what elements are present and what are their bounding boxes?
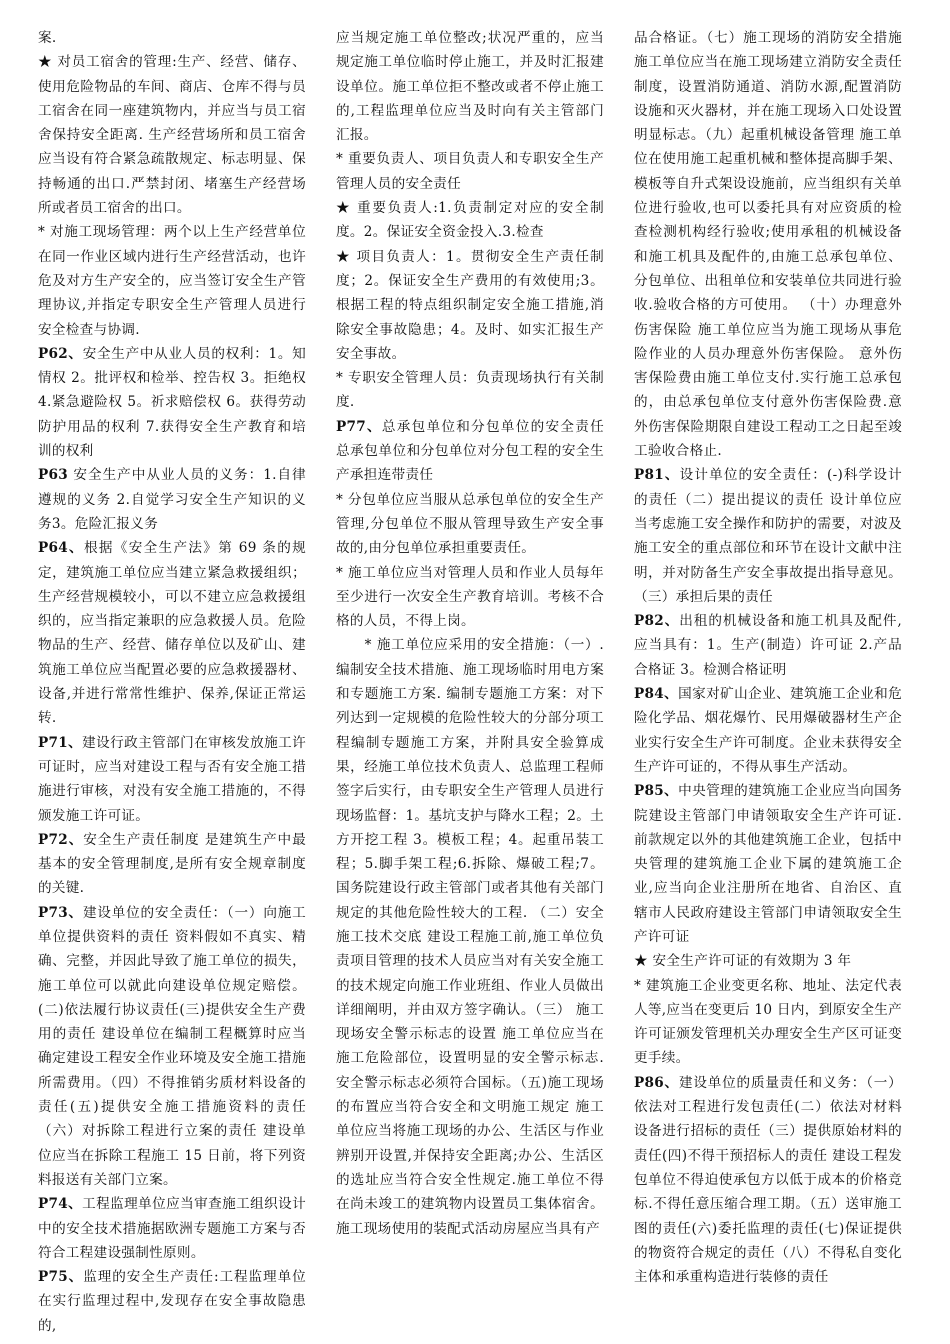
paragraph-text: * 建筑施工企业变更名称、地址、法定代表人等,应当在变更后 10 日内，到原安全生产许可证颁发管理机关办理安全生产区可证变更手续。 bbox=[634, 977, 902, 1067]
paragraph-text: * 对施工现场管理：两个以上生产经营单位在同一作业区域内进行生产经营活动，也许危及对方生产安全的，应当签订安全生产管理协议,并指定专职安全生产管理人员进行安全检查与协调. bbox=[38, 224, 306, 338]
paragraph-text: 工程监理单位应当审查施工组织设计中的安全技术措施据欧洲专题施工方案与否符合工程建设强制性原则。 bbox=[38, 1196, 306, 1261]
paragraph-text: 总承包单位和分包单位的安全责任 总承包单位和分包单位对分包工程的安全生产承担连带责任 bbox=[336, 418, 604, 484]
section-number: P71、 bbox=[38, 734, 83, 751]
paragraph-text: 安全生产中从业人员的义务：1.自律遵规的义务 2.自觉学习安全生产知识的义务3。危险汇报义务 bbox=[38, 467, 306, 532]
paragraph-text: 监理的安全生产责任:工程监理单位在实行监理过程中,发现存在安全事故隐患的, bbox=[38, 1269, 306, 1334]
section-number: P74、 bbox=[38, 1196, 83, 1213]
section-number: P82、 bbox=[634, 613, 680, 630]
paragraph-text: 设计单位的安全责任：(-)科学设计的责任（二）提出提议的责任 设计单位应当考虑施工安全操作和防护的需要，对波及施工安全的重点部位和环节在设计文献中注明，并对防备生产安全事故提出指导意见。（三）承担后果的责任 bbox=[634, 467, 902, 605]
paragraph-text: 建设单位的安全责任：（一）向施工单位提供资料的责任 资料假如不真实、精确、完整，并因此导致了施工单位的损失，施工单位可以就此向建设单位规定赔偿。(二)依法履行协议责任(三)提供安全生产费用的责任 建设单位在编制工程概算时应当确定建设工程安全作业环境及安全施工措施所需费用。（四）不得推销劣质材料设备的责任(五)提供安全施工措施资料的责任（六）对拆除工程进行立案的责任 建设单位应当在拆除工程施工 15 日前，将下列资料报送有关部门立案。 bbox=[38, 904, 306, 1188]
paragraph bbox=[336, 366, 604, 415]
paragraph bbox=[336, 245, 604, 366]
paragraph-text: * 专职安全管理人员：负责现场执行有关制度. bbox=[336, 370, 604, 411]
paragraph bbox=[38, 731, 306, 828]
paragraph bbox=[38, 1192, 306, 1265]
text-column-2 bbox=[336, 26, 604, 1344]
section-number: P85、 bbox=[634, 783, 679, 800]
section-number: P73、 bbox=[38, 904, 83, 921]
paragraph bbox=[634, 26, 902, 463]
paragraph bbox=[38, 26, 306, 50]
paragraph bbox=[634, 682, 902, 779]
paragraph bbox=[336, 633, 604, 1240]
section-number: P77、 bbox=[336, 418, 382, 435]
paragraph-text: ★ 项目负责人：1。贯彻安全生产责任制度；2。保证安全生产费用的有效使用;3。根据工程的特点组织制定安全施工措施,消除安全事故隐患；4。及时、如实汇报生产安全事故。 bbox=[336, 248, 604, 362]
paragraph-text: 建设行政主管部门在审核发放施工许可证时，应当对建设工程与否有安全施工措施进行审核，对没有安全施工措施的，不得颁发施工许可证。 bbox=[38, 734, 306, 824]
section-number: P63 bbox=[38, 467, 69, 484]
paragraph bbox=[38, 536, 306, 730]
paragraph-text: 品合格证。（七）施工现场的消防安全措施 施工单位应当在施工现场建立消防安全责任制度，设置消防通道、消防水源,配置消防设施和灭火器材，并在施工现场入口处设置明显标志。（九）起重机械设备管理 施工单位在使用施工起重机械和整体提高脚手架、模板等自升式架设设施前，应当组织有关单位进行验收,也可以委托具有对应资质的检查检测机构经行验收;使用承租的机械设备和施工机具及配件的,由施工总承包单位、分包单位、出租单位和安装单位共同进行验收.验收合格的方可使用。 （十）办理意外伤害保险 施工单位应当为施工现场从事危险作业的人员办理意外伤害保险。 意外伤害保险费由施工单位支付.实行施工总承包的，由总承包单位支付意外伤害保险费.意外伤害保险期限自建设工程动工之日起至竣工验收合格止. bbox=[634, 30, 902, 460]
paragraph-text: ★ 安全生产许可证的有效期为 3 年 bbox=[634, 953, 852, 970]
paragraph bbox=[38, 220, 306, 341]
paragraph bbox=[634, 949, 902, 973]
paragraph-text: * 施工单位应当对管理人员和作业人员每年至少进行一次安全生产教育培训。考核不合格的人员，不得上岗。 bbox=[336, 564, 604, 630]
section-number: P72、 bbox=[38, 831, 84, 848]
paragraph bbox=[634, 779, 902, 949]
section-number: P84、 bbox=[634, 686, 679, 703]
paragraph bbox=[336, 488, 604, 561]
paragraph-text: 建设单位的质量责任和义务：（一）依法对工程进行发包责任(二）依法对材料设备进行招标的责任（三）提供原始材料的责任(四)不得干预招标人的责任 建设工程发包单位不得迫使承包方以低于成本的价格竞标.不得任意压缩合理工期。（五）送审施工图的责任(六)委托监理的责任(七)保证提供的物资符合规定的责任（八）不得私自变化主体和承重构造进行装修的责任 bbox=[634, 1074, 902, 1286]
paragraph-text: * 施工单位应采用的安全措施：（一）.编制安全技术措施、施工现场临时用电方案和专题施工方案. 编制专题施工方案：对下列达到一定规模的危险性较大的分部分项工程编制专题施工方案，并附具安全验算成果，经施工单位技术负责人、总监理工程师签字后实行，由专职安全生产管理人员进行现场监督：1。基坑支护与降水工程；2。土方开挖工程 3。模板工程；4。起重吊装工程；5.脚手架工程;6.拆除、爆破工程;7。国务院建设行政主管部门或者其他有关部门规定的其他危险性较大的工程. （二）安全施工技术交底 建设工程施工前,施工单位负责项目管理的技术人员应当对有关安全施工的技术规定向施工作业班组、作业人员做出详细阐明，并由双方签字确认。（三） 施工现场安全警示标志的设置 施工单位应当在施工危险部位，设置明显的安全警示标志.安全警示标志必须符合国标。（五)施工现场的布置应当符合安全和文明施工规定 施工单位应当将施工现场的办公、生活区与作业辨别开设置,并保持安全距离;办公、生活区的选址应当符合安全性规定.施工单位不得在尚未竣工的建筑物内设置员工集体宿舍。 施工现场使用的装配式活动房屋应当具有产 bbox=[336, 637, 604, 1237]
paragraph-text: 中央管理的建筑施工企业应当向国务院建设主管部门申请领取安全生产许可证.前款规定以外的其他建筑施工企业，包括中央管理的建筑施工企业下属的建筑施工企业,应当向企业注册所在地省、自治区、直辖市人民政府建设主管部门申请领取安全生产许可证 bbox=[634, 783, 902, 945]
paragraph-text: 案. bbox=[38, 30, 57, 46]
paragraph bbox=[634, 1071, 902, 1290]
text-column-1 bbox=[38, 26, 306, 1344]
section-number: P86、 bbox=[634, 1074, 679, 1091]
paragraph-text: ★ 对员工宿舍的管理:生产、经营、储存、使用危险物品的车间、商店、仓库不得与员工宿舍在同一座建筑物内，并应当与员工宿舍保持安全距离. 生产经营场所和员工宿舍应当设有符合紧急疏散规定、标志明显、保持畅通的出口.严禁封闭、堵塞生产经营场所或者员工宿舍的出口。 bbox=[38, 54, 306, 217]
paragraph bbox=[38, 828, 306, 901]
text-column-3 bbox=[634, 26, 902, 1344]
paragraph bbox=[336, 561, 604, 634]
paragraph bbox=[38, 901, 306, 1193]
paragraph bbox=[38, 1265, 306, 1338]
paragraph bbox=[634, 463, 902, 609]
section-number: P81、 bbox=[634, 467, 680, 484]
paragraph-text: 出租的机械设备和施工机具及配件,应当具有：1。生产(制造）许可证 2.产品合格证 3。检测合格证明 bbox=[634, 613, 902, 678]
paragraph bbox=[634, 974, 902, 1071]
paragraph-text: ★ 重要负责人:1.负责制定对应的安全制度。2。保证安全资金投入.3.检查 bbox=[336, 200, 604, 241]
section-number: P75、 bbox=[38, 1269, 84, 1286]
paragraph bbox=[336, 26, 604, 147]
paragraph bbox=[38, 50, 306, 220]
paragraph-text: * 分包单位应当服从总承包单位的安全生产管理,分包单位不服从管理导致生产安全事故的,由分包单位承担重要责任。 bbox=[336, 491, 604, 557]
section-number: P62、 bbox=[38, 345, 83, 362]
paragraph bbox=[336, 147, 604, 196]
paragraph-text: 国家对矿山企业、建筑施工企业和危险化学品、烟花爆竹、民用爆破器材生产企业实行安全生产许可制度。企业未获得安全生产许可证的，不得从事生产活动。 bbox=[634, 686, 902, 775]
paragraph-text: 根据《安全生产法》第 69 条的规定，建筑施工单位应当建立紧急救援组织；生产经营规模较小，可以不建立应急救援组织的，应当指定兼职的应急救援人员。危险物品的生产、经营、储存单位以及矿山、建筑施工单位应当配置必要的应急救援器材、设备,并进行常常性维护、保养,保证正常运转. bbox=[38, 540, 306, 727]
paragraph bbox=[336, 196, 604, 245]
paragraph bbox=[634, 609, 902, 682]
paragraph bbox=[38, 463, 306, 536]
paragraph bbox=[336, 415, 604, 488]
section-number: P64、 bbox=[38, 540, 84, 557]
paragraph-text: * 重要负责人、项目负责人和专职安全生产管理人员的安全责任 bbox=[336, 151, 604, 192]
paragraph-text: 应当规定施工单位整改;状况严重的，应当规定施工单位临时停止施工，并及时汇报建设单位。施工单位拒不整改或者不停止施工的,工程监理单位应当及时向有关主管部门汇报。 bbox=[336, 30, 604, 144]
paragraph-text: 安全生产责任制度 是建筑生产中最基本的安全管理制度,是所有安全规章制度的关键. bbox=[38, 831, 306, 897]
paragraph bbox=[38, 342, 306, 463]
paragraph-text: 安全生产中从业人员的权利：1。知情权 2。批评权和检举、控告权 3。拒绝权 4.紧急避险权 5。祈求赔偿权 6。获得劳动防护用品的权利 7.获得安全生产教育和培训的权利 bbox=[38, 345, 306, 460]
